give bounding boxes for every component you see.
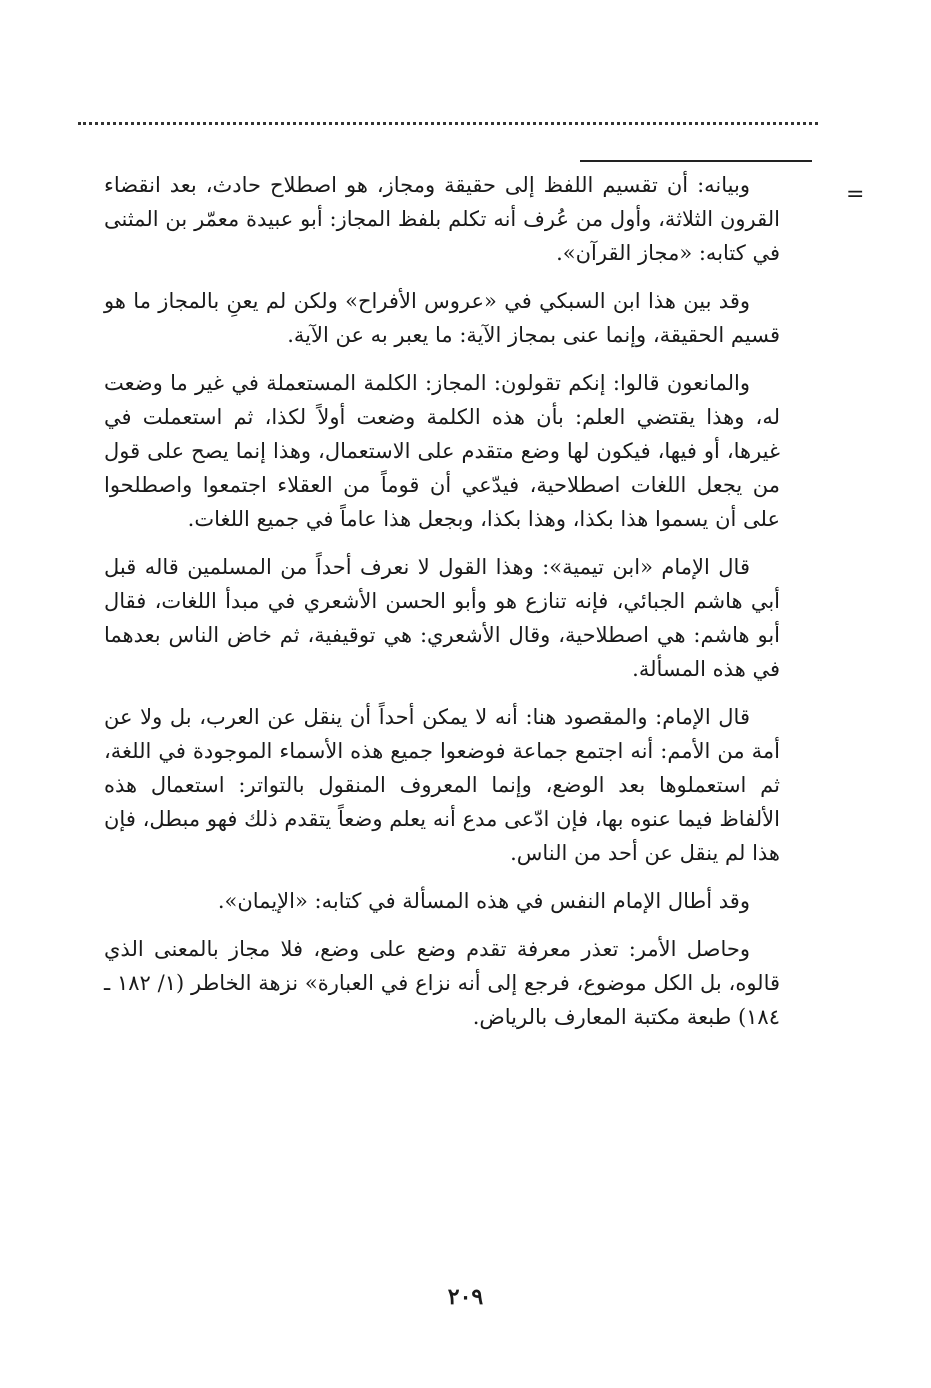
continuation-marker: = [846, 182, 865, 207]
paragraph: قال الإمام: والمقصود هنا: أنه لا يمكن أحداً أن ينقل عن العرب، بل ولا عن أمة من الأمم: أنه اجتمع جماعة فوضعوا جميع هذه الأسماء الموجودة في اللغة، ثم استعملوها بعد الوضع، وإنما المعروف المنقول بالتواتر: استعمال هذه الألفاظ فيما عنوه بها، فإن ادّعى مدع أنه يعلم وضعاً يتقدم ذلك فهو مبطل، فإن هذا لم ينقل عن أحد من الناس. [104, 705, 780, 865]
dotted-separator [78, 122, 818, 125]
footnote-rule [580, 160, 812, 162]
paragraph: وبيانه: أن تقسيم اللفظ إلى حقيقة ومجاز، هو اصطلاح حادث، بعد انقضاء القرون الثلاثة، وأول من عُرف أنه تكلم بلفظ المجاز: أبو عبيدة معمّر بن المثنى في كتابه: «مجاز القرآن». [104, 173, 780, 265]
paragraph: وحاصل الأمر: تعذر معرفة تقدم وضع على وضع، فلا مجاز بالمعنى الذي قالوه، بل الكل موضوع، فرجع إلى أنه نزاع في العبارة» نزهة الخاطر (١/ ١٨٢ ـ ١٨٤) طبعة مكتبة المعارف بالرياض. [104, 937, 781, 1029]
paragraph: والمانعون قالوا: إنكم تقولون: المجاز: الكلمة المستعملة في غير ما وضعت له، وهذا يقتضي العلم: بأن هذه الكلمة وضعت أولاً لكذا، ثم استعملت في غيرها، أو فيها، فيكون لها وضع متقدم على الاستعمال، وهذا إنما يصح على قول من يجعل اللغات اصطلاحية، فيدّعي أن قوماً من العقلاء اجتمعوا واصطلحوا على أن يسموا هذا بكذا، وهذا بكذا، وبجعل هذا عاماً في جميع اللغات. [104, 371, 780, 531]
paragraph: وقد بين هذا ابن السبكي في «عروس الأفراح» ولكن لم يعنِ بالمجاز ما هو قسيم الحقيقة، وإنما عنى بمجاز الآية: ما يعبر به عن الآية. [104, 289, 780, 347]
footnote-text [104, 168, 780, 1048]
page-number: ٢٠٩ [447, 1284, 484, 1310]
paragraph: قال الإمام «ابن تيمية»: وهذا القول لا نعرف أحداً من المسلمين قاله قبل أبي هاشم الجبائي، فإنه تنازع هو وأبو الحسن الأشعري في مبدأ اللغات، فقال أبو هاشم: هي اصطلاحية، وقال الأشعري: هي توقيفية، ثم خاض الناس بعدهما في هذه المسألة. [104, 555, 780, 681]
paragraph: وقد أطال الإمام النفس في هذه المسألة في كتابه: «الإيمان». [217, 889, 750, 913]
